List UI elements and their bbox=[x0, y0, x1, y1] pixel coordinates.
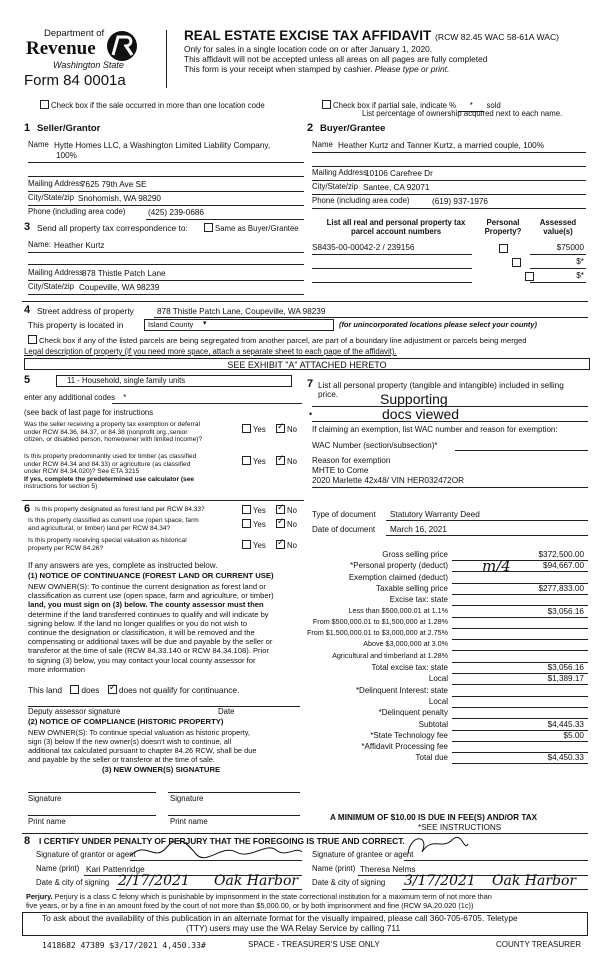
land-qualify-row bbox=[28, 685, 239, 696]
q1-no-box[interactable] bbox=[276, 424, 285, 433]
continuance-text bbox=[28, 582, 274, 674]
para2-line: additional tax calculated pursuant to chapter 84.26 RCW, shall be due bbox=[28, 746, 257, 755]
land-label: This land bbox=[28, 685, 62, 695]
para2-line: sign (3) below If the new owner(s) doesn't wish to continue, all bbox=[28, 737, 232, 746]
minimum-note: A MINIMUM OF $10.00 IS DUE IN FEE(S) AND/OR TAX bbox=[330, 813, 538, 822]
buyer-heading: Buyer/Grantee bbox=[320, 123, 386, 134]
partial-sold: sold bbox=[486, 101, 501, 110]
forest-question: Is this property designated as forest land per RCW 84.33? bbox=[35, 506, 205, 513]
q2-yes[interactable] bbox=[242, 456, 266, 467]
historic-question bbox=[28, 537, 187, 552]
new-owner-sig-heading: (3) NEW OWNER(S) SIGNATURE bbox=[102, 765, 221, 774]
assessed-value-2[interactable]: $* bbox=[576, 257, 584, 266]
q3-line: If yes, complete the predetermined use calculator (see bbox=[24, 475, 195, 483]
rule bbox=[530, 282, 586, 283]
owner-sig-label-2: Signature bbox=[170, 794, 204, 803]
rule bbox=[112, 403, 302, 404]
grantor-name[interactable]: Kari Pattenridge bbox=[86, 865, 145, 874]
personal-checkbox-3[interactable] bbox=[525, 272, 534, 281]
grantor-sig-label: Signature of grantor or agent bbox=[36, 850, 136, 859]
rule bbox=[28, 264, 304, 265]
tax-row-rule bbox=[452, 639, 588, 640]
doc-type[interactable]: Statutory Warranty Deed bbox=[390, 510, 480, 519]
same-as-buyer-label: Same as Buyer/Grantee bbox=[215, 224, 299, 233]
any-yes-note: If any answers are yes, complete as instructed below. bbox=[28, 561, 218, 570]
tax-row-label: Less than $500,000.01 at 1.1% bbox=[348, 605, 448, 615]
tax-row-rule bbox=[452, 696, 588, 697]
tax-row-value[interactable]: $1,389.17 bbox=[547, 674, 584, 684]
yes-label: Yes bbox=[253, 425, 266, 434]
para-line: to signing (3) below, you may contact your local county assessor for bbox=[28, 655, 256, 665]
tax-row-label: *Delinquent Interest: state bbox=[355, 685, 448, 695]
tax-row-label: Local bbox=[428, 696, 448, 706]
rule bbox=[312, 208, 586, 209]
parcel-h1b: parcel account numbers bbox=[350, 226, 442, 236]
section-divider bbox=[22, 500, 304, 501]
rule bbox=[404, 860, 588, 861]
para-line: NEW OWNER(S): To continue the current designation as forest land or bbox=[28, 582, 266, 591]
exemption-label: If claiming an exemption, list WAC number and reason for exemption: bbox=[312, 425, 558, 434]
q2-yes-box[interactable] bbox=[242, 456, 251, 465]
rule bbox=[386, 535, 588, 536]
personal-h2: Property? bbox=[484, 226, 522, 236]
header-line-1: Only for sales in a single location code on or after January 1, 2020. bbox=[184, 44, 433, 54]
addl-star: * bbox=[123, 393, 127, 402]
tax-row-label: *Affidavit Processing fee bbox=[361, 742, 448, 752]
tax-row-label: Total excise tax: state bbox=[371, 663, 448, 672]
tax-row-value[interactable]: $277,833.00 bbox=[538, 583, 584, 593]
rule bbox=[28, 162, 304, 163]
segregated-label: Check box if any of the listed parcels are being segregated from another parcel, are part of a boundary line adjustment or parcels being merged bbox=[39, 336, 527, 345]
rule bbox=[28, 294, 304, 295]
sec7-h-line: price. bbox=[318, 390, 339, 400]
sec3-num: 3 bbox=[24, 221, 31, 233]
para2-line: NEW OWNER(S): To continue special valuation as historic property, bbox=[28, 728, 250, 737]
section-divider bbox=[22, 301, 588, 302]
certify-text: I CERTIFY UNDER PENALTY OF PERJURY THAT THE FOREGOING IS TRUE AND CORRECT. bbox=[39, 836, 405, 846]
personal-header bbox=[482, 219, 524, 237]
owner-print-label-2: Print name bbox=[170, 817, 208, 826]
sec7-h-line: List all personal property (tangible and intangible) included in selling bbox=[318, 381, 564, 390]
q6-line: Is this property receiving special valuation as historical bbox=[28, 537, 187, 544]
tax-row-value[interactable]: $372,500.00 bbox=[538, 550, 584, 559]
street-label: Street address of property bbox=[37, 306, 134, 316]
rule bbox=[28, 280, 304, 281]
sec3-mail-label: Mailing Address bbox=[28, 268, 84, 277]
sec4-num: 4 bbox=[24, 304, 31, 316]
see-instructions: (see back of last page for instructions bbox=[24, 408, 154, 417]
para-line: compensating or additional taxes will be due and payable by the seller or bbox=[28, 637, 273, 647]
perjury-bold: Perjury. bbox=[26, 892, 53, 901]
q6-line: property per RCW 84.26? bbox=[28, 544, 104, 552]
q4-no[interactable] bbox=[276, 505, 297, 516]
tax-row-label: Local bbox=[428, 674, 448, 684]
rule bbox=[146, 219, 304, 220]
personal-checkbox-1[interactable] bbox=[499, 244, 508, 253]
tax-row-label: From $1,500,000.01 to $3,000,000 at 2.75% bbox=[306, 628, 448, 638]
tax-row-rule bbox=[452, 741, 588, 742]
buyer-city[interactable]: Santee, CA 92071 bbox=[363, 183, 430, 192]
seller-name-label: Name bbox=[28, 140, 49, 149]
grantee-date[interactable]: 3/17/2021 bbox=[404, 873, 476, 889]
seller-name[interactable]: Hytte Homes LLC, a Washington Limited Liability Company, bbox=[54, 141, 271, 150]
header-line-2: This affidavit will not be accepted unless all areas on all pages are fully completed bbox=[184, 54, 488, 64]
segregated-box[interactable] bbox=[28, 335, 37, 344]
notice-compliance: (2) NOTICE OF COMPLIANCE (HISTORIC PROPERTY) bbox=[28, 717, 224, 726]
yes-label: Yes bbox=[253, 457, 266, 466]
legal-description[interactable] bbox=[24, 358, 590, 370]
grantee-name[interactable]: Theresa Nelms bbox=[360, 865, 416, 874]
q1-yes-box[interactable] bbox=[242, 424, 251, 433]
q6-yes[interactable] bbox=[242, 540, 266, 551]
rule bbox=[530, 268, 586, 269]
rule bbox=[312, 194, 586, 195]
sec3-city[interactable]: Coupeville, WA 98239 bbox=[79, 283, 160, 292]
tax-row-rule bbox=[452, 763, 588, 764]
grantee-name-label: Name (print) bbox=[312, 864, 356, 873]
grantor-signature[interactable] bbox=[126, 838, 306, 862]
tax-row-value[interactable]: $5.00 bbox=[563, 730, 584, 740]
yes-label: Yes bbox=[253, 541, 266, 550]
parcel-header bbox=[316, 219, 476, 237]
mh-initials: m/4 bbox=[482, 557, 511, 575]
doc-type-label: Type of document bbox=[312, 510, 376, 519]
grantor-city[interactable]: Oak Harbor bbox=[214, 873, 299, 889]
q5-line: and agricultural, or timber) land per RCW 84.34? bbox=[28, 524, 171, 532]
grantee-date-label: Date & city of signing bbox=[312, 878, 386, 887]
no-label: No bbox=[287, 541, 297, 550]
rule bbox=[154, 317, 588, 318]
assessed-h2: value(s) bbox=[543, 226, 573, 236]
para-line: more information bbox=[28, 664, 85, 674]
tax-row-value[interactable]: $4,450.33 bbox=[547, 753, 584, 763]
sec7-num: 7 bbox=[307, 378, 314, 390]
revenue-logo-icon bbox=[104, 29, 140, 63]
seller-city[interactable]: Snohomish, WA 98290 bbox=[78, 194, 161, 203]
rule bbox=[312, 254, 472, 255]
q6-no[interactable] bbox=[276, 540, 297, 551]
tax-row-label: Exemption claimed (deduct) bbox=[348, 572, 448, 582]
seller-name-2[interactable]: 100% bbox=[56, 151, 77, 160]
doc-date[interactable]: March 16, 2021 bbox=[390, 525, 447, 534]
q6-yes-box[interactable] bbox=[242, 540, 251, 549]
para-line: signing below. If the land no longer qualifies or you do not wish to bbox=[28, 618, 248, 628]
tax-row-rule bbox=[452, 617, 588, 618]
buyer-phone-label: Phone (including area code) bbox=[312, 196, 410, 205]
q4-yes-box[interactable] bbox=[242, 505, 251, 514]
perjury-text: Perjury is a class C felony which is punishable by imprisonment in the state correctional institution for a maximum term of not more than bbox=[54, 892, 492, 901]
rule bbox=[28, 176, 304, 177]
located-label: This property is located in bbox=[28, 320, 124, 330]
seller-phone-label: Phone (including area code) bbox=[28, 207, 126, 216]
compliance-text bbox=[28, 728, 256, 764]
buyer-name[interactable]: Heather Kurtz and Tanner Kurtz, a married couple, 100% bbox=[338, 141, 545, 150]
grantee-city[interactable]: Oak Harbor bbox=[492, 873, 577, 889]
reason-line-2[interactable]: 2020 Marlette 42x48/ VIN HER032472OR bbox=[312, 476, 465, 485]
doc-date-label: Date of document bbox=[312, 525, 376, 534]
assessed-value-3[interactable]: $* bbox=[576, 271, 584, 280]
q4-no-box[interactable] bbox=[276, 505, 285, 514]
wac-label bbox=[312, 441, 438, 450]
sec3-name[interactable]: Heather Kurtz bbox=[54, 241, 105, 250]
sec3-mail[interactable]: 878 Thistle Patch Lane bbox=[82, 269, 166, 278]
sec5-num: 5 bbox=[24, 374, 31, 386]
multi-location-box[interactable] bbox=[40, 100, 49, 109]
tax-row-value[interactable]: $94,667.00 bbox=[543, 561, 584, 571]
owner-print-label-1: Print name bbox=[28, 817, 66, 826]
personal-checkbox-2[interactable] bbox=[512, 258, 521, 267]
q2-line: under RCW 84.34 and 84.33) or agriculture (as classified bbox=[24, 460, 191, 468]
rule bbox=[28, 252, 304, 253]
does-not-label: does not qualify for continuance. bbox=[118, 685, 240, 695]
does-label: does bbox=[81, 685, 100, 695]
q4-yes[interactable] bbox=[242, 505, 266, 516]
tax-row-label: Total due bbox=[415, 753, 448, 763]
land-doesnot-box[interactable] bbox=[108, 685, 117, 694]
street-address[interactable]: 878 Thistle Patch Lane, Coupeville, WA 98239 bbox=[157, 307, 326, 316]
tax-row-rule bbox=[452, 594, 588, 595]
tax-row-rule bbox=[452, 650, 588, 651]
partial-sale-label: Check box if partial sale, indicate % bbox=[333, 101, 457, 110]
q2-line: under RCW 84.34.020)? See ETA 3215 bbox=[24, 468, 140, 476]
rule bbox=[312, 487, 588, 488]
tax-row-label: Taxable selling price bbox=[375, 583, 448, 593]
parcel-number[interactable]: S8435-00-00042-2 / 239156 bbox=[312, 243, 415, 252]
multi-location-label: Check box if the sale occurred in more than one location code bbox=[51, 101, 265, 110]
title-rcw: (RCW 82.45 WAC 58-61A WAC) bbox=[435, 32, 560, 42]
grantor-name-label: Name (print) bbox=[36, 864, 80, 873]
perjury-line-2: five years, or by a fine in an amount fixed by the court of not more than $5,000.00, or by both imprisonment and fine (RCW 9A.20.020 (1c)) bbox=[26, 901, 474, 910]
see-instr-note: *SEE INSTRUCTIONS bbox=[418, 823, 502, 832]
rule bbox=[530, 254, 586, 255]
no-label: No bbox=[287, 520, 297, 529]
form-number: Form 84 0001a bbox=[24, 72, 126, 89]
notice-continuance: (1) NOTICE OF CONTINUANCE (FOREST LAND OR CURRENT USE) bbox=[28, 571, 274, 580]
partial-sale-box[interactable] bbox=[322, 100, 331, 109]
sec6-num: 6 bbox=[24, 503, 31, 515]
uninc-note: (for unincorporated locations please select your county) bbox=[339, 320, 537, 329]
yes-label: Yes bbox=[253, 520, 266, 529]
para-line: land, you must sign on (3) below. The county assessor must then bbox=[28, 600, 264, 610]
rule bbox=[386, 520, 588, 521]
rule bbox=[312, 166, 586, 167]
no-label: No bbox=[287, 425, 297, 434]
exemption-question bbox=[24, 421, 202, 444]
legal-exhibit: SEE EXHIBIT "A" ATTACHED HERETO bbox=[227, 360, 387, 370]
timber-question bbox=[24, 453, 196, 491]
deputy-date-label: Date bbox=[218, 707, 235, 716]
q2-no-box[interactable] bbox=[276, 456, 285, 465]
county-dropdown-icon: ▾ bbox=[203, 320, 207, 327]
para-line: transferor at the time of sale (RCW 84.33.140 or RCW 84.34.108). Prior bbox=[28, 646, 269, 656]
owner-sig-label-1: Signature bbox=[28, 794, 62, 803]
q1-yes[interactable] bbox=[242, 424, 266, 435]
q1-line: under RCW 84.36, 84.37, or 84.38 (nonprofit org.,senior bbox=[24, 428, 188, 436]
parcel-h1: List all real and personal property tax bbox=[326, 218, 466, 227]
seller-phone[interactable]: (425) 239-0686 bbox=[148, 208, 204, 217]
q1-line: Was the seller receiving a property tax exemption or deferral bbox=[24, 421, 201, 428]
seller-heading: Seller/Grantor bbox=[37, 123, 101, 134]
tax-row-label: Agricultural and timberland at 1.28% bbox=[332, 650, 448, 660]
q6-no-box[interactable] bbox=[276, 540, 285, 549]
grantee-signature[interactable] bbox=[402, 830, 472, 862]
sec3-heading: Send all property tax correspondence to: bbox=[37, 223, 188, 233]
q2-line: Is this property predominantly used for timber (as classified bbox=[24, 453, 197, 460]
seller-mail-label: Mailing Address bbox=[28, 179, 84, 188]
para-line: continue the designation or classification, it will be removed and the bbox=[28, 628, 255, 638]
rule bbox=[312, 152, 586, 153]
sec7-bullet: • bbox=[309, 409, 313, 419]
tax-row-label: Above $3,000,000 at 3.0% bbox=[363, 639, 448, 649]
state-label: Washington State bbox=[53, 60, 124, 70]
rule bbox=[402, 889, 588, 890]
q5-no[interactable] bbox=[276, 519, 297, 530]
percentage-note: List percentage of ownership acquired next to each name. bbox=[362, 109, 563, 118]
sec3-city-label: City/State/zip bbox=[28, 282, 74, 291]
tax-row-label: Gross selling price bbox=[382, 550, 448, 559]
seller-city-label: City/State/zip bbox=[28, 193, 74, 202]
buyer-city-label: City/State/zip bbox=[312, 182, 358, 191]
assessed-h: Assessed bbox=[539, 218, 577, 227]
grantor-date-label: Date & city of signing bbox=[36, 878, 110, 887]
rule bbox=[168, 792, 300, 793]
multi-location-checkbox[interactable] bbox=[40, 100, 265, 111]
alt-format-1: To ask about the availability of this publication in an alternate format for the visually impaired, please call 360-705-6705. Teletype bbox=[42, 913, 518, 923]
tax-row-rule bbox=[452, 684, 588, 685]
sec8-num: 8 bbox=[24, 835, 31, 847]
tax-row-label: Subtotal bbox=[418, 719, 448, 729]
q5-no-box[interactable] bbox=[276, 519, 285, 528]
land-use-code-select[interactable] bbox=[56, 375, 292, 387]
q2-no[interactable] bbox=[276, 456, 297, 467]
tax-row-rule bbox=[452, 628, 588, 629]
tax-row-label: From $500,000.01 to $1,500,000 at 1.28% bbox=[312, 616, 448, 626]
rule bbox=[312, 268, 472, 269]
same-as-buyer-checkbox[interactable] bbox=[204, 223, 299, 234]
segregated-checkbox[interactable] bbox=[28, 335, 527, 346]
rule bbox=[312, 180, 586, 181]
treasurer-space: SPACE - TREASURER'S USE ONLY bbox=[248, 940, 380, 949]
additional-codes-label bbox=[24, 394, 126, 403]
rule bbox=[28, 792, 156, 793]
q1-no[interactable] bbox=[276, 424, 297, 435]
revenue-logo-text: Revenue bbox=[26, 38, 96, 59]
wac-text: WAC Number (section/subsection) bbox=[312, 441, 435, 450]
yes-label: Yes bbox=[253, 506, 266, 515]
tax-row-label: *Personal property (deduct) bbox=[350, 561, 448, 571]
rule bbox=[116, 889, 302, 890]
para2-line: and payable by the seller or transferor at the time of sale. bbox=[28, 755, 215, 764]
para-line: determine if the land transferred continues to qualify and will indicate by bbox=[28, 609, 269, 619]
rule bbox=[28, 191, 304, 192]
county-treasurer: COUNTY TREASURER bbox=[496, 940, 582, 949]
tax-row-rule bbox=[452, 707, 588, 708]
para-line: classification as current use (open space, farm and agriculture, or timber) bbox=[28, 591, 274, 601]
header-divider bbox=[166, 30, 167, 88]
wac-star: * bbox=[434, 441, 438, 450]
title-text: REAL ESTATE EXCISE TAX AFFIDAVIT bbox=[184, 28, 432, 43]
rule bbox=[168, 815, 300, 816]
no-label: No bbox=[287, 506, 297, 515]
land-use-value: 11 - Household, single family units bbox=[67, 376, 186, 385]
reason-label: Reason for exemption bbox=[312, 456, 391, 465]
buyer-mail-label: Mailing Address bbox=[312, 168, 368, 177]
q5-line: Is this property classified as current use (open space, farm bbox=[28, 517, 199, 524]
header-line-3 bbox=[184, 65, 449, 75]
same-as-buyer-box[interactable] bbox=[204, 223, 213, 232]
dept-label: Department of bbox=[44, 28, 105, 39]
seller-mail[interactable]: 7625 79th Ave SE bbox=[81, 180, 147, 189]
current-use-question bbox=[28, 517, 199, 532]
sec2-num: 2 bbox=[307, 122, 314, 134]
tax-row-value[interactable]: $3,056.16 bbox=[547, 606, 584, 616]
rule bbox=[130, 860, 302, 861]
no-label: No bbox=[287, 457, 297, 466]
land-does-box[interactable] bbox=[70, 685, 79, 694]
q5-yes-box[interactable] bbox=[242, 519, 251, 528]
tax-row-value[interactable]: $4,445.33 bbox=[547, 719, 584, 729]
rule bbox=[455, 450, 588, 451]
assessed-header bbox=[530, 219, 586, 237]
q3-line: instructions for section 5) bbox=[24, 483, 98, 491]
buyer-phone[interactable]: (619) 937-1976 bbox=[432, 197, 488, 206]
grantee-sig-label: Signature of grantee or agent bbox=[312, 850, 414, 859]
tax-row-label: *Delinquent penalty bbox=[378, 708, 448, 718]
county-select[interactable] bbox=[144, 319, 334, 331]
sec1-num: 1 bbox=[24, 122, 31, 134]
legal-label: Legal description of property (if you need more space, attach a separate sheet to each page of the affidavit). bbox=[24, 347, 397, 356]
buyer-mail[interactable]: 10106 Carefree Dr bbox=[365, 169, 433, 178]
q5-yes[interactable] bbox=[242, 519, 266, 530]
supporting-docs-note[interactable]: Supporting bbox=[380, 391, 448, 407]
assessed-value-1[interactable]: $75000 bbox=[556, 243, 584, 252]
treasurer-stamp: 1418682 47389 $3/17/2021 4,450.33# bbox=[42, 941, 206, 950]
q1-line: citizen, or disabled person, homeowner with limited income)? bbox=[24, 436, 203, 444]
rule bbox=[28, 205, 304, 206]
reason-line-1[interactable]: MHTE to Come bbox=[312, 466, 369, 475]
county-value: Island County bbox=[148, 320, 194, 329]
buyer-name-label: Name bbox=[312, 140, 333, 149]
partial-pct[interactable]: * bbox=[458, 102, 484, 112]
header-receipt: This form is your receipt when stamped by cashier. bbox=[184, 64, 373, 74]
rule bbox=[28, 815, 156, 816]
personal-h: Personal bbox=[486, 218, 520, 227]
deputy-label: Deputy assessor signature bbox=[28, 707, 121, 716]
tax-row-rule bbox=[452, 571, 588, 572]
sec3-name-label: Name: bbox=[28, 240, 51, 249]
rule bbox=[312, 421, 588, 422]
grantor-date[interactable]: 2/17/2021 bbox=[118, 873, 190, 889]
alt-format-2: (TTY) users may use the WA Relay Service by calling 711 bbox=[186, 923, 401, 933]
tax-row-label: Excise tax: state bbox=[389, 595, 448, 605]
section-divider bbox=[22, 833, 588, 834]
header-type: Please type or print. bbox=[374, 64, 450, 74]
rule bbox=[312, 282, 472, 283]
tax-row-value[interactable]: $3,056.16 bbox=[547, 663, 584, 672]
docs-viewed-note[interactable]: docs viewed bbox=[382, 406, 460, 422]
page-title bbox=[184, 28, 559, 44]
addl-text: enter any additional codes bbox=[24, 393, 116, 402]
tax-row-label: *State Technology fee bbox=[370, 730, 448, 740]
